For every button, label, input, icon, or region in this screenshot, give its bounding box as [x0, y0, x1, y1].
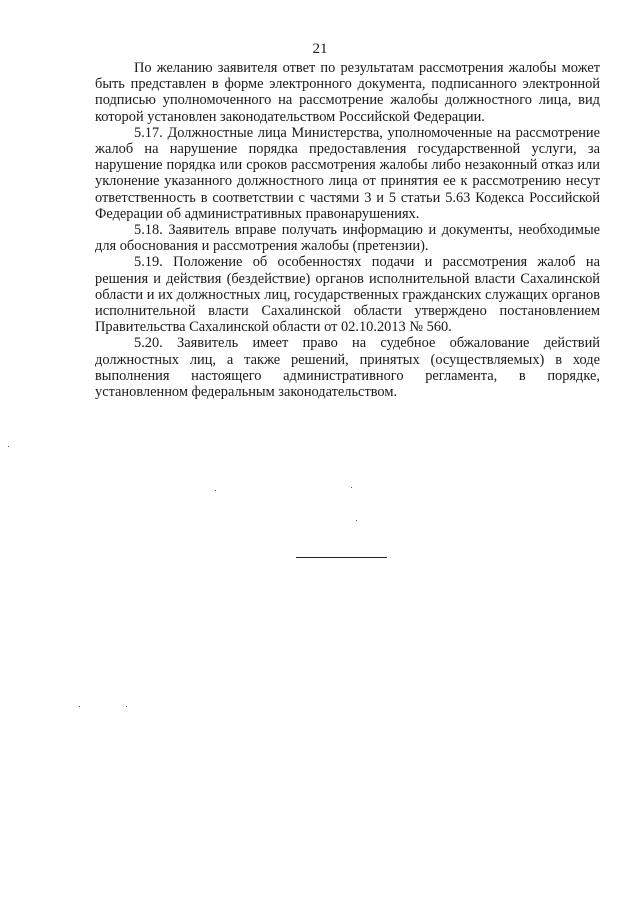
paragraph-response-format: По желанию заявителя ответ по результатам рассмотрения жалобы может быть представлен в форме электронного документа, подписанного электронной подписью уполномоченного на рассмотрение жалобы должностного лица, вид которой установлен законодательством Российской Федерации. [95, 60, 600, 125]
end-of-document-rule [296, 557, 387, 558]
scan-speck [351, 487, 352, 488]
scan-speck [126, 706, 127, 707]
page-number: 21 [312, 41, 328, 57]
paragraph-5-18: 5.18. Заявитель вправе получать информацию и документы, необходимые для обоснования и рассмотрения жалобы (претензии). [95, 222, 600, 255]
document-body [95, 60, 600, 400]
paragraph-5-17: 5.17. Должностные лица Министерства, уполномоченные на рассмотрение жалоб на нарушение порядка предоставления государственной услуги, за нарушение порядка или сроков рассмотрения жалобы либо незаконный отказ или уклонение указанного должностного лица от принятия ее к рассмотрению несут ответственность в соответствии с частями 3 и 5 статьи 5.63 Кодекса Российской Федерации об административных правонарушениях. [95, 124, 600, 222]
paragraph-5-19: 5.19. Положение об особенностях подачи и рассмотрения жалоб на решения и действия (бездействие) органов исполнительной власти Сахалинской области и их должностных лиц, государственных гражданских служащих органов исполнительной власти Сахалинской области утверждено постановлением Правительства Сахалинской области от 02.10.2013 № 560. [95, 254, 600, 336]
scan-speck [79, 706, 80, 707]
paragraph-5-20: 5.20. Заявитель имеет право на судебное обжалование действий должностных лиц, а также решений, принятых (осуществляемых) в ходе выполнения настоящего административного регламента, в порядке, установленном федеральным законодательством. [95, 335, 600, 401]
scan-speck [356, 520, 357, 521]
scan-speck [215, 490, 216, 491]
scan-speck [8, 446, 9, 447]
